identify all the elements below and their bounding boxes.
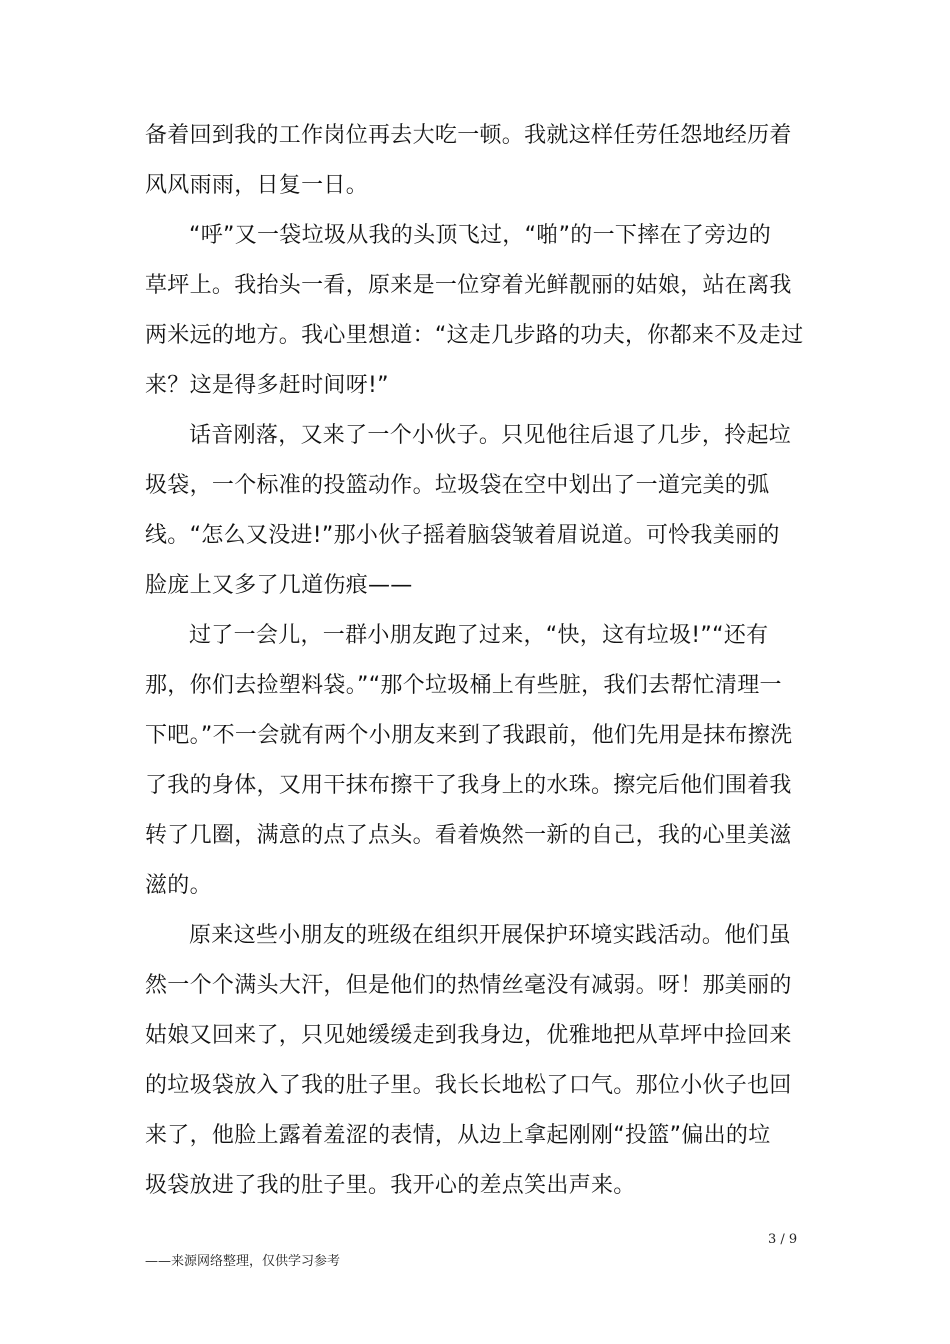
page-number: 3 / 9 <box>768 1232 798 1247</box>
text-line: 话音刚落，又来了一个小伙子。只见他往后退了几步，拎起垃 <box>189 423 792 448</box>
text-line: 线。“怎么又没进!”那小伙子摇着脑袋皱着眉说道。可怜我美丽的 <box>145 523 780 548</box>
text-line: 那，你们去捡塑料袋。”“那个垃圾桶上有些脏，我们去帮忙清理一 <box>145 673 782 698</box>
text-line: 草坪上。我抬头一看，原来是一位穿着光鲜靓丽的姑娘，站在离我 <box>145 273 792 298</box>
text-line: 脸庞上又多了几道伤痕—— <box>145 573 413 598</box>
text-line: 过了一会儿，一群小朋友跑了过来，“快，这有垃圾!”“还有 <box>189 623 769 648</box>
text-line: 滋的。 <box>145 873 212 898</box>
footer-note: ——来源网络整理，仅供学习参考 <box>145 1254 341 1269</box>
text-line: 备着回到我的工作岗位再去大吃一顿。我就这样任劳任怨地经历着 <box>145 123 792 148</box>
text-line: “呼”又一袋垃圾从我的头顶飞过，“啪”的一下摔在了旁边的 <box>189 223 771 248</box>
text-line: 来？这是得多赶时间呀!” <box>145 373 389 398</box>
text-line: 了我的身体，又用干抹布擦干了我身上的水珠。擦完后他们围着我 <box>145 773 792 798</box>
text-line: 圾袋，一个标准的投篮动作。垃圾袋在空中划出了一道完美的弧 <box>145 473 770 498</box>
text-line: 下吧。”不一会就有两个小朋友来到了我跟前，他们先用是抹布擦洗 <box>145 723 793 748</box>
text-line: 两米远的地方。我心里想道：“这走几步路的功夫，你都来不及走过 <box>145 323 804 348</box>
text-line: 然一个个满头大汗，但是他们的热情丝毫没有减弱。呀！那美丽的 <box>145 973 792 998</box>
text-line: 姑娘又回来了，只见她缓缓走到我身边，优雅地把从草坪中捡回来 <box>145 1023 792 1048</box>
text-line: 风风雨雨，日复一日。 <box>145 173 369 198</box>
text-line: 转了几圈，满意的点了点头。看着焕然一新的自己，我的心里美滋 <box>145 823 792 848</box>
text-line: 的垃圾袋放入了我的肚子里。我长长地松了口气。那位小伙子也回 <box>145 1073 792 1098</box>
text-line: 原来这些小朋友的班级在组织开展保护环境实践活动。他们虽 <box>189 923 792 948</box>
text-line: 圾袋放进了我的肚子里。我开心的差点笑出声来。 <box>145 1173 636 1198</box>
text-line: 来了，他脸上露着羞涩的表情，从边上拿起刚刚“投篮”偏出的垃 <box>145 1123 771 1148</box>
